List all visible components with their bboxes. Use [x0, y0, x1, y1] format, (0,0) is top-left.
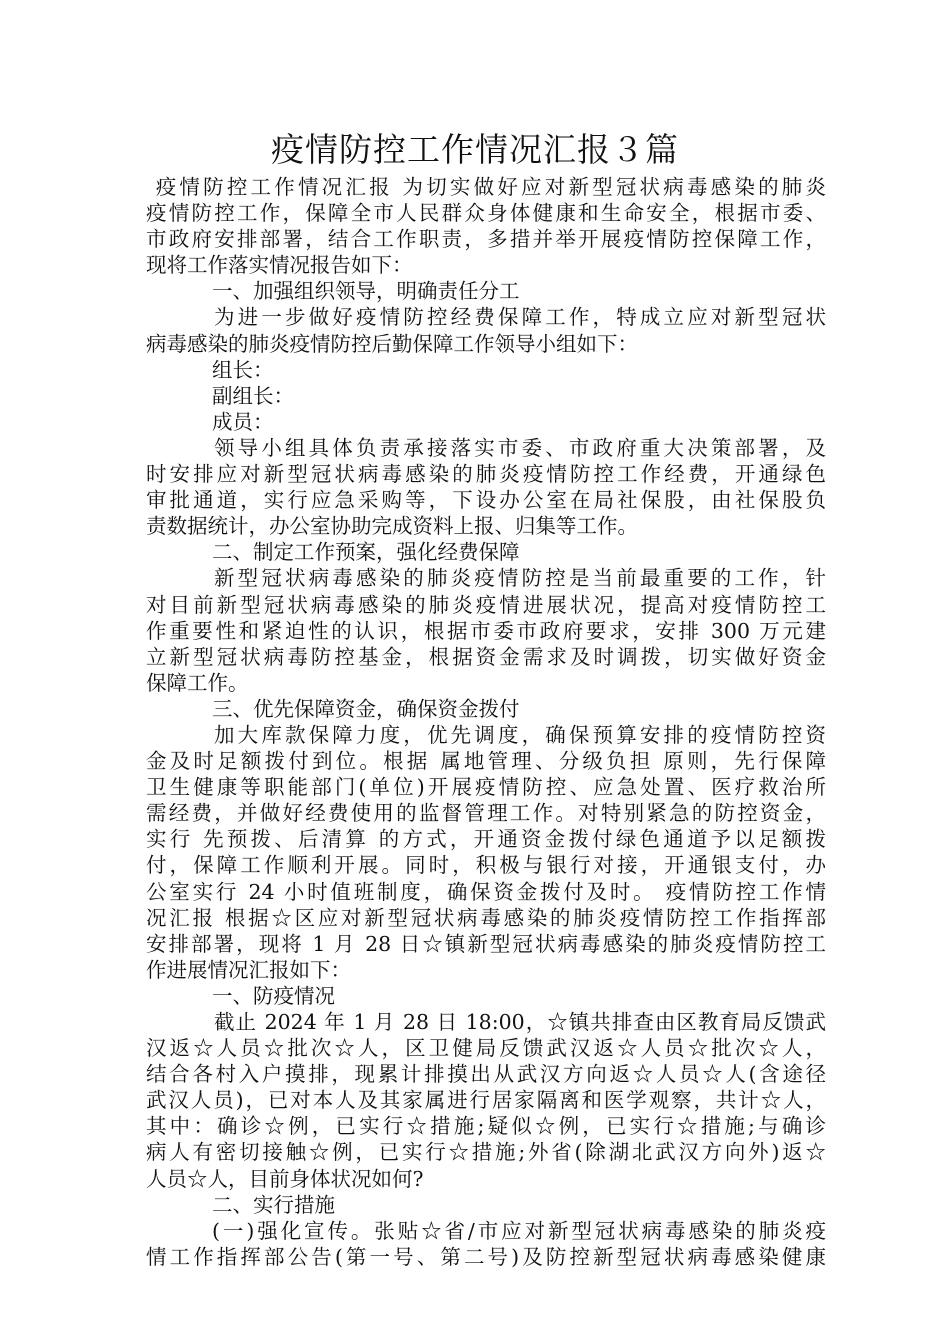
text-line: 实行 先预拨、后清算 的方式，开通资金拨付绿色通道予以足额拨 [146, 827, 826, 852]
text-line: 为进一步做好疫情防控经费保障工作，特成立应对新型冠状 [214, 305, 826, 330]
text-line: 付，保障工作顺利开展。同时，积极与银行对接，开通银支付，办 [146, 853, 826, 878]
text-line: 时安排应对新型冠状病毒感染的肺炎疫情防控工作经费，开通绿色 [146, 462, 826, 487]
section-heading: 一、加强组织领导，明确责任分工 [212, 279, 520, 304]
text-line: 其中：确诊☆例，已实行☆措施;疑似☆例，已实行☆措施;与确诊 [146, 1114, 826, 1139]
section-heading: 二、实行措施 [212, 1192, 335, 1217]
section-heading: 二、制定工作预案，强化经费保障 [212, 540, 520, 565]
text-line: 疫情防控工作，保障全市人民群众身体健康和生命安全，根据市委、 [146, 201, 826, 226]
text-line: 保障工作。 [146, 670, 249, 695]
section-heading: 三、优先保障资金，确保资金拨付 [212, 696, 520, 721]
text-line: 对目前新型冠状病毒感染的肺炎疫情进展状况，提高对疫情防控工 [146, 592, 826, 617]
text-line: 卫生健康等职能部门(单位)开展疫情防控、应急处置、医疗救治所 [146, 775, 826, 800]
text-line: 领导小组具体负责承接落实市委、市政府重大决策部署，及 [214, 435, 826, 460]
text-line: 况汇报 根据☆区应对新型冠状病毒感染的肺炎疫情防控工作指挥部 [146, 905, 826, 930]
text-line: 加大库款保障力度，优先调度，确保预算安排的疫情防控资 [214, 722, 826, 747]
text-line: 病毒感染的肺炎疫情防控后勤保障工作领导小组如下： [146, 331, 638, 356]
text-line: 组长： [212, 357, 274, 382]
text-line: 疫情防控工作情况汇报 为切实做好应对新型冠状病毒感染的肺炎 [146, 175, 826, 199]
text-line: 新型冠状病毒感染的肺炎疫情防控是当前最重要的工作，针 [214, 566, 826, 591]
text-line: 公室实行 24 小时值班制度，确保资金拨付及时。 疫情防控工作情 [146, 879, 826, 904]
page-title: 疫情防控工作情况汇报３篇 [271, 130, 679, 169]
text-line: 汉返☆人员☆批次☆人，区卫健局反馈武汉返☆人员☆批次☆人， [146, 1036, 826, 1061]
text-line: 情工作指挥部公告(第一号、第二号)及防控新型冠状病毒感染健康 [146, 1244, 826, 1269]
text-line: 副组长： [212, 383, 294, 408]
text-line: 作重要性和紧迫性的认识，根据市委市政府要求，安排 300 万元建 [146, 618, 826, 643]
text-line: 人员☆人，目前身体状况如何? [146, 1166, 424, 1191]
text-line: 病人有密切接触☆例，已实行☆措施;外省(除湖北武汉方向外)返☆ [146, 1140, 826, 1165]
text-line: 武汉人员)，已对本人及其家属进行居家隔离和医学观察，共计☆人， [146, 1088, 826, 1113]
text-line: 安排部署，现将 1 月 28 日☆镇新型冠状病毒感染的肺炎疫情防控工 [146, 931, 826, 956]
text-line: 作进展情况汇报如下： [146, 957, 351, 982]
text-line: 需经费，并做好经费使用的监督管理工作。对特别紧急的防控资金， [146, 801, 826, 826]
section-heading: 一、防疫情况 [212, 983, 335, 1008]
text-line: 结合各村入户摸排，现累计排摸出从武汉方向返☆人员☆人(含途径 [146, 1062, 826, 1087]
text-line: 截止 2024 年 1 月 28 日 18:00，☆镇共排查由区教育局反馈武 [214, 1010, 826, 1034]
text-line: 现将工作落实情况报告如下： [146, 253, 413, 278]
document-body [146, 174, 826, 1270]
text-line: 立新型冠状病毒防控基金，根据资金需求及时调拨，切实做好资金 [146, 644, 826, 669]
text-line: 责数据统计，办公室协助完成资料上报、归集等工作。 [146, 514, 638, 539]
text-line: (一)强化宣传。张贴☆省/市应对新型冠状病毒感染的肺炎疫 [212, 1218, 826, 1243]
text-line: 金及时足额拨付到位。根据 属地管理、分级负担 原则，先行保障 [146, 749, 826, 774]
text-line: 审批通道，实行应急采购等，下设办公室在局社保股，由社保股负 [146, 488, 826, 513]
text-line: 成员： [212, 409, 274, 434]
text-line: 市政府安排部署，结合工作职责，多措并举开展疫情防控保障工作， [146, 227, 826, 252]
